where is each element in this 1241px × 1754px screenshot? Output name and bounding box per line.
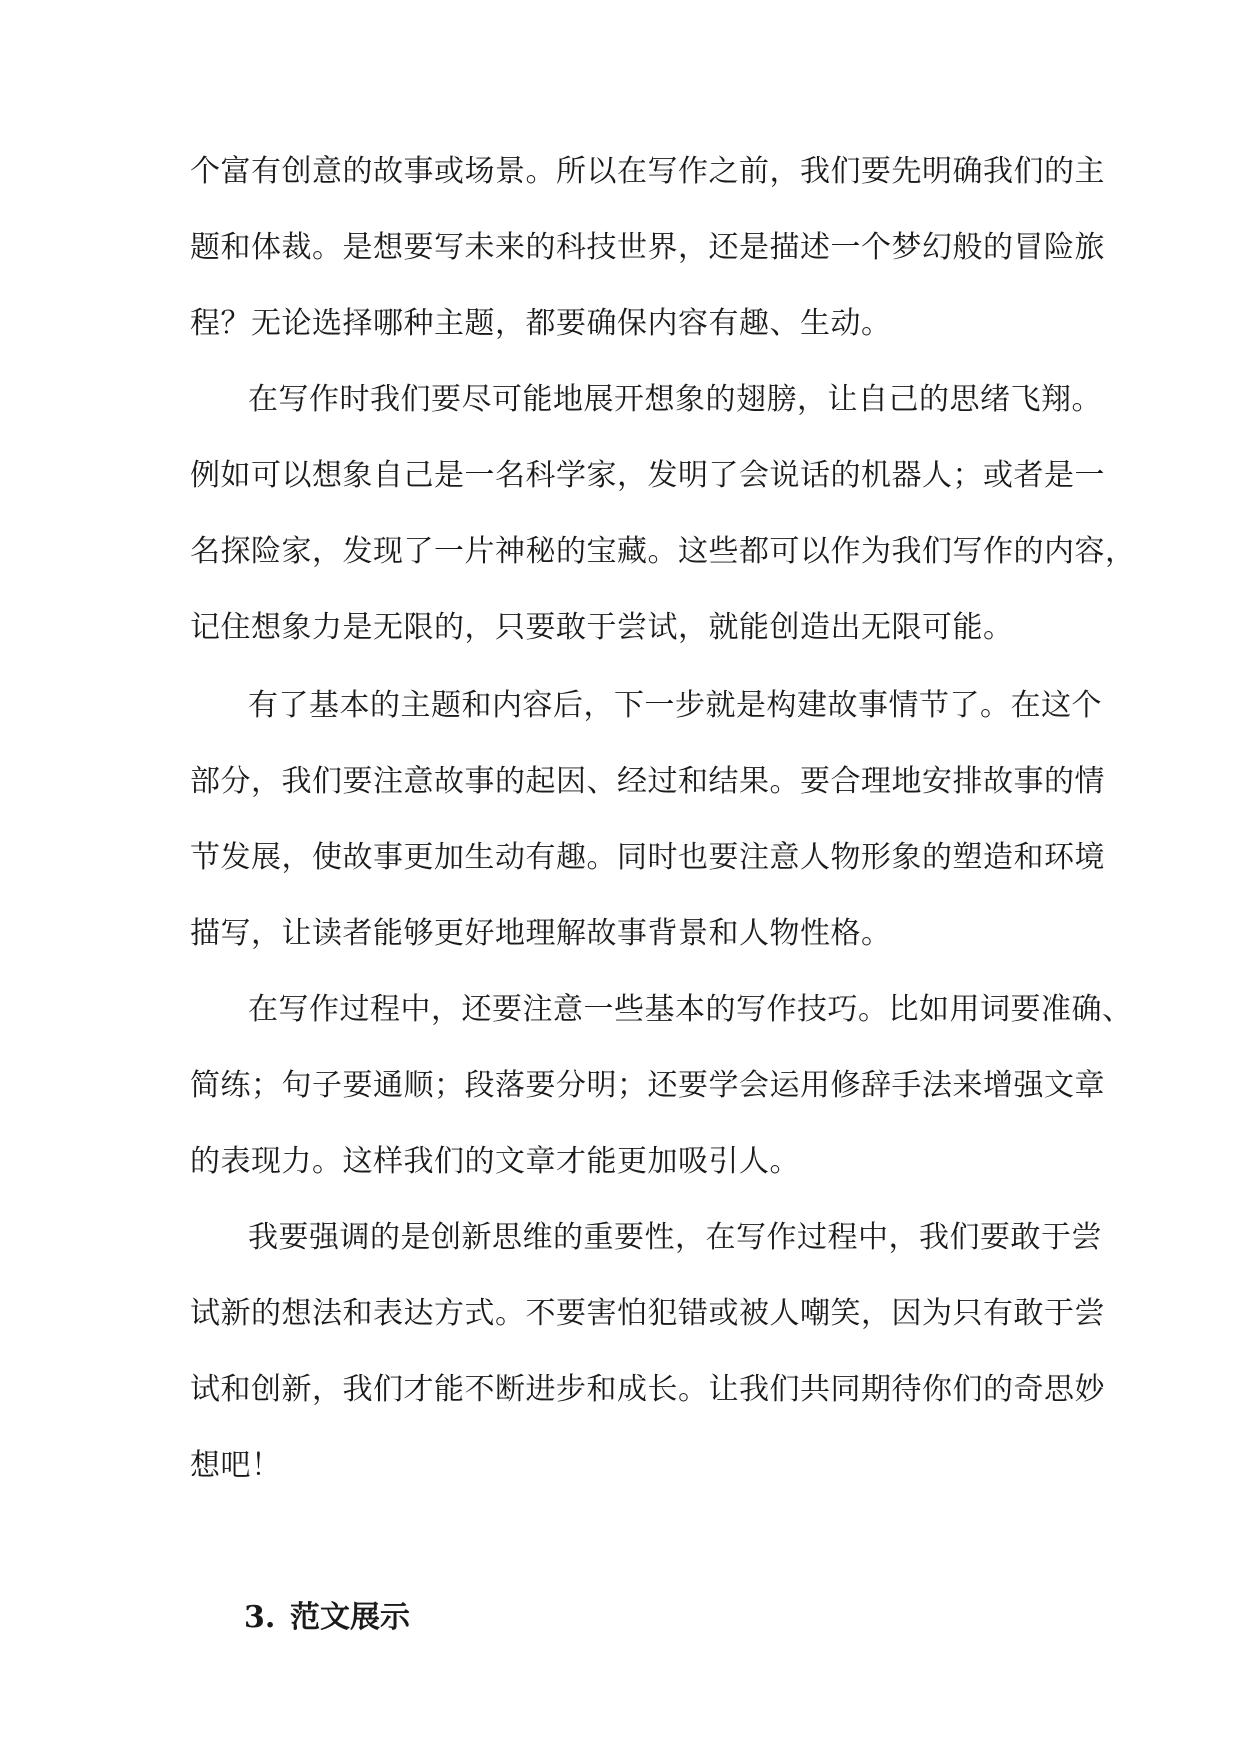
section-number: 3. (244, 1600, 276, 1635)
paragraph-first-line: 在写作时我们要尽可能地展开想象的翅膀，让自己的思绪飞翔。 (248, 382, 1102, 417)
text-line: 例如可以想象自己是一名科学家，发明了会说话的机器人；或者是一 (190, 458, 1105, 493)
text-line: 题和体裁。是想要写未来的科技世界，还是描述一个梦幻般的冒险旅 (190, 230, 1105, 265)
text-line: 节发展，使故事更加生动有趣。同时也要注意人物形象的塑造和环境 (190, 840, 1105, 875)
text-line: 部分，我们要注意故事的起因、经过和结果。要合理地安排故事的情 (190, 764, 1105, 799)
text-line: 试新的想法和表达方式。不要害怕犯错或被人嘲笑，因为只有敢于尝 (190, 1296, 1105, 1331)
paragraph-first-line: 有了基本的主题和内容后，下一步就是构建故事情节了。在这个 (248, 688, 1102, 723)
section-heading (244, 1598, 410, 1638)
text-line: 描写，让读者能够更好地理解故事背景和人物性格。 (190, 916, 892, 951)
text-line: 个富有创意的故事或场景。所以在写作之前，我们要先明确我们的主 (190, 154, 1105, 189)
text-line: 试和创新，我们才能不断进步和成长。让我们共同期待你们的奇思妙 (190, 1372, 1105, 1407)
text-line: 想吧！ (190, 1448, 282, 1483)
paragraph-first-line: 在写作过程中，还要注意一些基本的写作技巧。比如用词要准确、 (248, 992, 1133, 1027)
text-line: 程？无论选择哪种主题，都要确保内容有趣、生动。 (190, 306, 892, 341)
text-line: 简练；句子要通顺；段落要分明；还要学会运用修辞手法来增强文章 (190, 1068, 1105, 1103)
paragraph-first-line: 我要强调的是创新思维的重要性，在写作过程中，我们要敢于尝 (248, 1220, 1102, 1255)
text-line: 记住想象力是无限的，只要敢于尝试，就能创造出无限可能。 (190, 610, 1014, 645)
text-line: 名探险家，发现了一片神秘的宝藏。这些都可以作为我们写作的内容， (190, 534, 1136, 569)
section-title: 范文展示 (290, 1600, 410, 1635)
text-line: 的表现力。这样我们的文章才能更加吸引人。 (190, 1144, 800, 1179)
